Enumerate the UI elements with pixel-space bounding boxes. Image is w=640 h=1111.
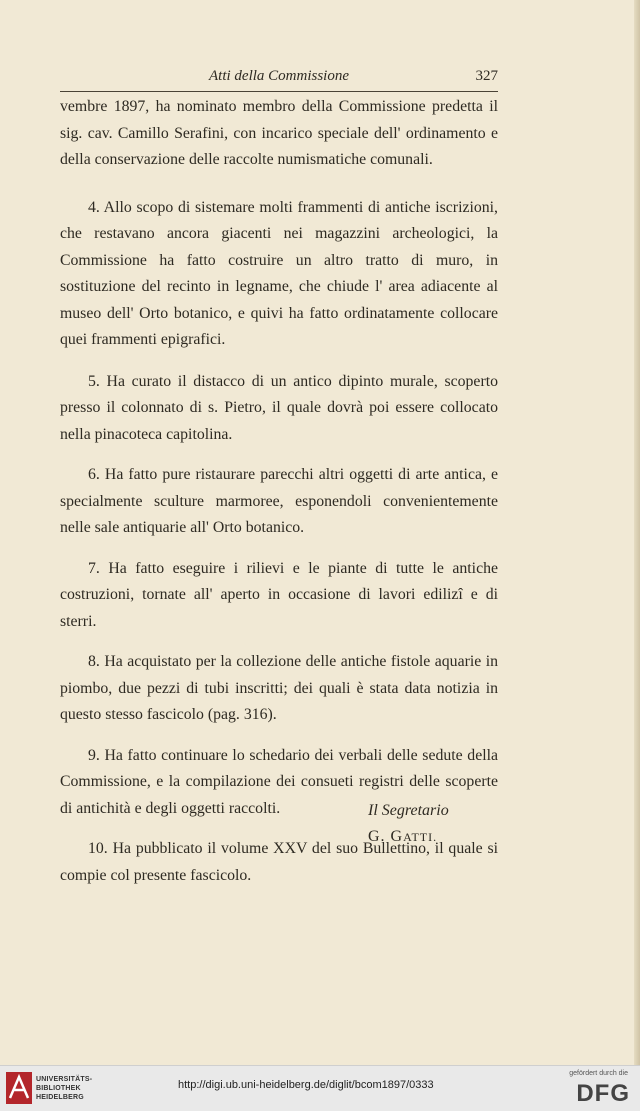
permalink-url[interactable]: http://digi.ub.uni-heidelberg.de/diglit/bcom1897/0333 (178, 1079, 434, 1091)
signature-role: Il Segretario (368, 802, 449, 819)
paragraph-4: 4. Allo scopo di sistemare molti frammenti di antiche iscrizioni, che restavano ancora giacenti nei magazzini archeologici, la Commissione ha fatto costruire un altro tratto di muro, in sostituzione del recinto in legname, che chiude l' area adiacente al museo dell' Orto botanico, e quivi ha fatto ordinatamente collocare quei frammenti epigrafici. (60, 198, 498, 348)
library-name (36, 1075, 92, 1102)
paragraph-5: 5. Ha curato il distacco di un antico dipinto murale, scoperto presso il colonnato di s. Pietro, il quale dovrà poi essere collocato nella pinacoteca capitolina. (60, 372, 498, 443)
funded-by-label: gefördert durch die (569, 1070, 628, 1077)
paragraph-6: 6. Ha fatto pure ristaurare parecchi altri oggetti di arte antica, e specialmente sculture marmoree, esponendoli convenientemente nelle sale antiquarie all' Orto botanico. (60, 466, 498, 536)
university-library-logo-icon (6, 1072, 32, 1104)
viewer-footer (0, 1065, 640, 1111)
signature-name (300, 824, 498, 850)
body-text (60, 94, 498, 889)
library-name-line2: BIBLIOTHEK (36, 1085, 81, 1092)
page-edge-shadow (634, 0, 640, 1065)
signature-name-rest: ATTI. (403, 830, 438, 844)
library-name-line1: UNIVERSITÄTS- (36, 1076, 93, 1083)
paragraph-8: 8. Ha acquistato per la collezione delle antiche fistole aquarie in piombo, due pezzi di tubi inscritti; dei quali è stata data notizia in questo stesso fascicolo (pag. 316). (60, 653, 498, 723)
header-rule (60, 91, 498, 92)
running-header (60, 68, 498, 90)
page-number: 327 (475, 68, 498, 84)
paragraph-10: 10. Ha pubblicato il volume XXV del suo Bullettino, il quale si compie col presente fascicolo. (60, 840, 498, 884)
signature-block (300, 798, 498, 850)
paragraph-continuation: vembre 1897, ha nominato membro della Commissione predetta il sig. cav. Camillo Serafini, con incarico speciale dell' ordinamento e della conservazione delle raccolte numismatiche comunali. (60, 98, 498, 168)
paragraph-9: 9. Ha fatto continuare lo schedario dei verbali delle sedute della Commissione, e la compilazione dei consueti registri delle scoperte di antichità e degli oggetti raccolti. (60, 746, 498, 817)
paragraph-7: 7. Ha fatto eseguire i rilievi e le piante di tutte le antiche costruzioni, tornate all' aperto in occasione di lavori edilizî e di sterri. (60, 559, 498, 630)
running-header-title: Atti della Commissione (209, 68, 349, 84)
library-name-line3: HEIDELBERG (36, 1094, 84, 1101)
signature-name-initial: G. G (368, 828, 404, 845)
dfg-logo: DFG (576, 1080, 630, 1107)
